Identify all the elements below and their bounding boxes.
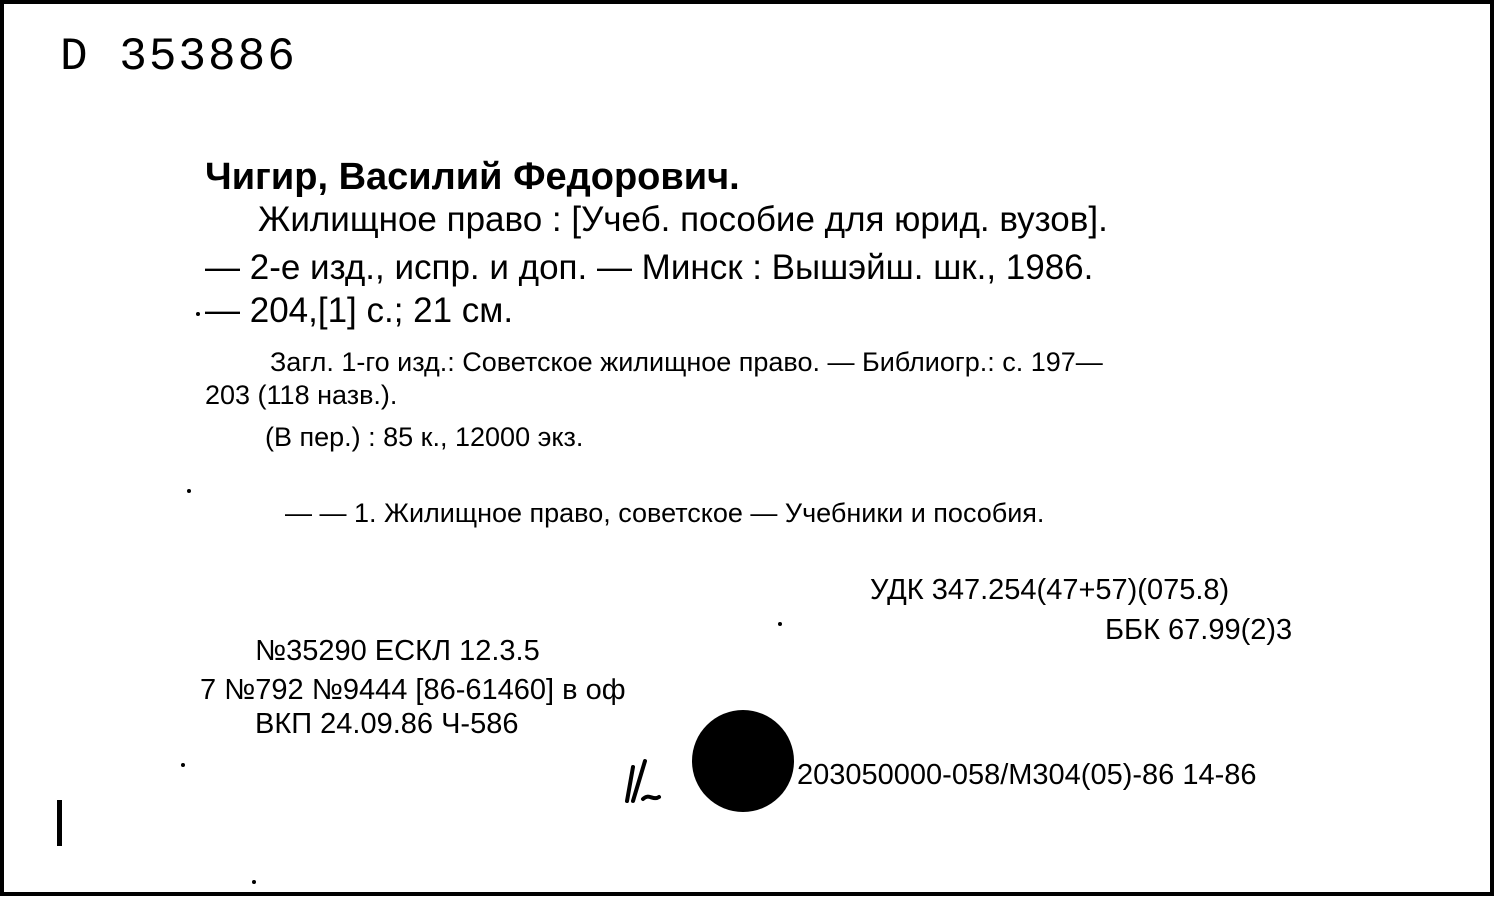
title-line-3: — 204,[1] с.; 21 см. <box>205 291 514 330</box>
subject-heading: — — 1. Жилищное право, советское — Учебники и пособия. <box>285 498 1045 528</box>
title-line-1: Жилищное право : [Учеб. пособие для юрид. вузов]. <box>258 200 1108 239</box>
title-line-2: — 2-е изд., испр. и доп. — Минск : Вышэйш. шк., 1986. <box>205 248 1094 287</box>
author-heading: Чигир, Василий Федорович. <box>205 156 740 198</box>
note-line-1: Загл. 1-го изд.: Советское жилищное право. — Библиогр.: с. 197— <box>270 347 1103 377</box>
speck <box>181 763 185 767</box>
note-line-2: 203 (118 назв.). <box>205 380 398 410</box>
order-line-2: 7 №792 №9444 [86-61460] в оф <box>200 674 626 706</box>
code-line: 203050000-058/М304(05)-86 14-86 <box>797 759 1257 791</box>
card-hole <box>692 710 794 812</box>
speck <box>187 489 191 493</box>
handwritten-mark <box>621 757 663 805</box>
order-line-1: №35290 ЕСКЛ 12.3.5 <box>255 635 540 667</box>
speck <box>778 622 782 626</box>
price-line: (В пер.) : 85 к., 12000 экз. <box>265 422 584 452</box>
margin-tick <box>57 800 62 846</box>
speck <box>196 312 200 316</box>
order-line-3: ВКП 24.09.86 Ч-586 <box>255 708 519 740</box>
bbk-classification: ББК 67.99(2)3 <box>1105 614 1293 646</box>
speck <box>252 880 256 884</box>
udc-classification: УДК 347.254(47+57)(075.8) <box>870 574 1230 606</box>
call-number: D 353886 <box>60 31 297 83</box>
